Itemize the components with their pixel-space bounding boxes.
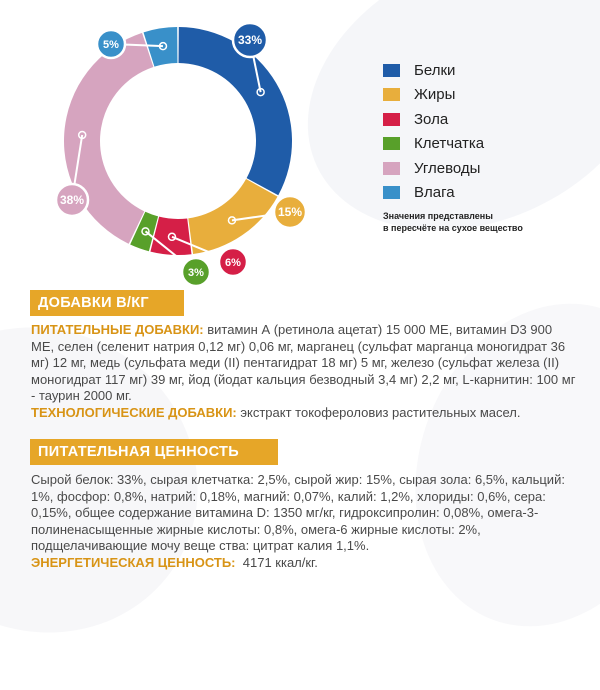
legend-item (383, 181, 484, 206)
legend-swatch (383, 113, 400, 126)
value-label: 5% (103, 39, 119, 51)
legend-item (383, 132, 484, 157)
legend-item (383, 83, 484, 108)
chart-note-line: Значения представлены (383, 211, 493, 221)
nutritional-additives-text: витамин А (ретинола ацетат) 15 000 МЕ, витамин D3 900 МЕ, селен (селенит натрия 0,12 мг) 0,06 мг, марганец (сульфат марганца моногидрат 36 мг) 12 мг, медь (сульфата меди (II) пентагидрат 18 мг) 5 мг, железо (сульфат железа (II) моногидрат 117 мг) 39 мг, йод (йодат кальция безводный 3,4 мг) 2,2 мг, L-карнитин: 100 мг - таурин 2000 мг. (31, 322, 576, 404)
donut-slice-0 (179, 27, 292, 195)
energy-value: 4171 ккал/кг. (242, 554, 318, 570)
nutrition-heading: ПИТАТЕЛЬНАЯ ЦЕННОСТЬ (30, 439, 278, 465)
chart-legend (383, 58, 484, 205)
legend-label: Белки (414, 61, 456, 79)
legend-swatch (383, 162, 400, 175)
nutrition-values-text: Сырой белок: 33%, сырая клетчатка: 2,5%, сырой жир: 15%, сырая зола: 6,5%, кальций: 1%, фосфор: 0,8%, натрий: 0,18%, магний: 0,07%, калий: 1,2%, хлориды: 0,6%, сера: 0,15%, общее содержание витамина D: 1350 мг/кг, гидроксипролин: 0,08%, омега-3-полиненасыщенные жирные кислоты: 0,8%, омега-6 жирные кислоты: 2%, подщелачивающие мочу веще ства: цитрат калия 1,1%. (31, 472, 565, 554)
legend-item (383, 107, 484, 132)
technological-additives-text: экстракт токофероловиз растительных масел. (236, 404, 521, 420)
value-label: 33% (237, 33, 263, 47)
legend-item (383, 58, 484, 83)
legend-item (383, 156, 484, 181)
chart-note (383, 210, 583, 234)
legend-swatch (383, 137, 400, 150)
value-label: 15% (277, 205, 303, 219)
additives-paragraph (31, 322, 576, 422)
value-label: 38% (59, 193, 85, 207)
legend-label: Жиры (414, 86, 456, 104)
donut-chart (0, 0, 340, 300)
chart-note-line: в пересчёте на сухое вещество (383, 223, 523, 233)
additives-heading: ДОБАВКИ В/КГ (30, 290, 184, 316)
legend-label: Углеводы (414, 159, 481, 177)
donut-slice-2 (150, 217, 191, 255)
legend-label: Зола (414, 110, 449, 128)
legend-swatch (383, 186, 400, 199)
value-label: 6% (225, 257, 241, 269)
nutritional-additives-label: ПИТАТЕЛЬНЫЕ ДОБАВКИ: (31, 322, 204, 337)
energy-label: ЭНЕРГЕТИЧЕСКАЯ ЦЕННОСТЬ: (31, 554, 236, 570)
legend-swatch (383, 88, 400, 101)
legend-label: Клетчатка (414, 135, 485, 153)
nutrition-paragraph (31, 472, 576, 572)
legend-swatch (383, 64, 400, 77)
legend-label: Влага (414, 184, 455, 202)
value-label: 3% (188, 267, 204, 279)
technological-additives-label: ТЕХНОЛОГИЧЕСКИЕ ДОБАВКИ: (31, 404, 237, 420)
